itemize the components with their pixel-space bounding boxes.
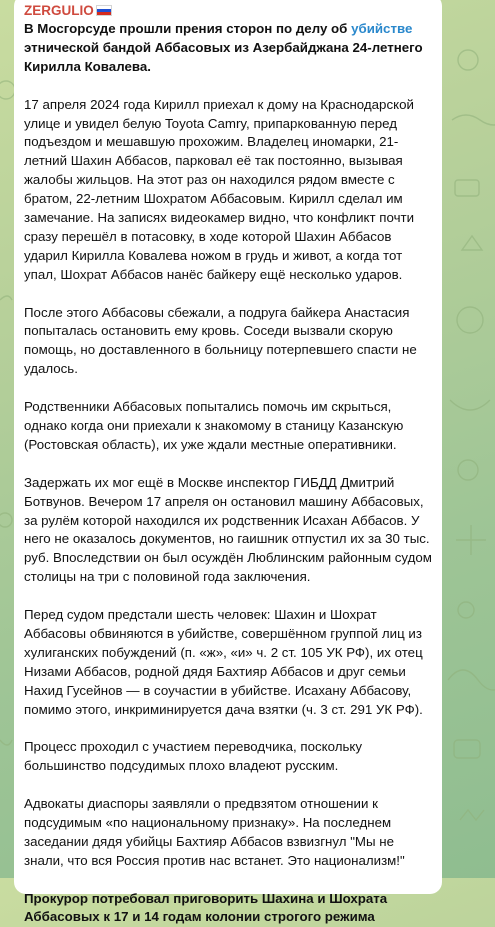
channel-name-row [24,2,432,19]
post-paragraph-6: Процесс проходил с участием переводчика, поскольку большинство подсудимых плохо владеют русским. [24,739,363,774]
post-paragraph-4: Задержать их мог ещё в Москве инспектор ГИБДД Дмитрий Ботвунов. Вечером 17 апреля он остановил машину Аббасовых, за рулём которой находился их родственник Исахан Аббасов. У него не оказалось документов, но гаишник отпустил их за 30 тыс. руб. Впоследствии он был осуждён Люблинским районным судом столицы на три с половиной года заключения. [24,474,432,585]
post-lead-end: этнической бандой Аббасовых из Азербайджана 24-летнего Кирилла Ковалева. [24,39,423,74]
post-paragraph-7: Адвокаты диаспоры заявляли о предвзятом отношении к подсудимым «по национальному признаку». На последнем заседании дядя убийцы Бахтияр Аббасов взвизгнул "Мы не знали, что вся Россия против нас встанет. Это национализм!" [24,796,405,868]
post-paragraph-1: 17 апреля 2024 года Кирилл приехал к дому на Краснодарской улице и увидел белую Toyota Camry, припаркованную перед подъездом и мешавшую прохожим. Владелец иномарки, 21-летний Шахин Аббасов, парковал её так постоянно, вызывая жалобы жильцов. На этот раз он находился рядом вместе с братом, 22-летним Шохратом Аббасовым. Кирилл сделал им замечание. На записях видеокамер видно, что конфликт почти сразу перешёл в потасовку, в ходе которой Шахин Аббасов ударил Кирилла Ковалева ножом в грудь и живот, а когда тот упал, Шохрат Аббасов нанёс байкеру ещё несколько ударов. [24,96,415,282]
post-paragraph-2: После этого Аббасовы сбежали, а подруга байкера Анастасия попыталась остановить ему кровь. Соседи вызвали скорую помощь, но доставленного в больницу потерпевшего спасти не удалось. [24,304,417,377]
post-closing-bold: Прокурор потребовал приговорить Шахина и Шохрата Аббасовых к 17 и 14 годам колонии строгого режима [24,890,388,925]
post-lead-link[interactable]: убийстве [351,21,413,36]
post-paragraph-5: Перед судом предстали шесть человек: Шахин и Шохрат Аббасовы обвиняются в убийстве, совершённом группой лиц из хулиганских побуждений (п. «ж», «и» ч. 2 ст. 105 УК РФ), их отец Низами Аббасов, родной дядя Бахтияр Аббасов и друг семьи Нахид Гусейнов — в соучастии в убийстве. Исахану Аббасову, помимо этого, инкриминируется дача взятки (ч. 3 ст. 291 УК РФ). [24,607,423,717]
message-text [24,20,432,927]
russia-flag-icon [96,5,112,16]
post-lead-start: В Мосгорсуде прошли прения сторон по делу об [24,21,352,36]
post-paragraph-3: Родственники Аббасовых попытались помочь им скрыться, однако когда они приехали к знакомому в станицу Казанскую (Ростовская область), их уже ждали местные оперативники. [24,399,404,452]
message-bubble[interactable] [14,0,442,925]
post-lead [24,20,432,77]
channel-name[interactable]: ZERGULIO [24,3,94,18]
